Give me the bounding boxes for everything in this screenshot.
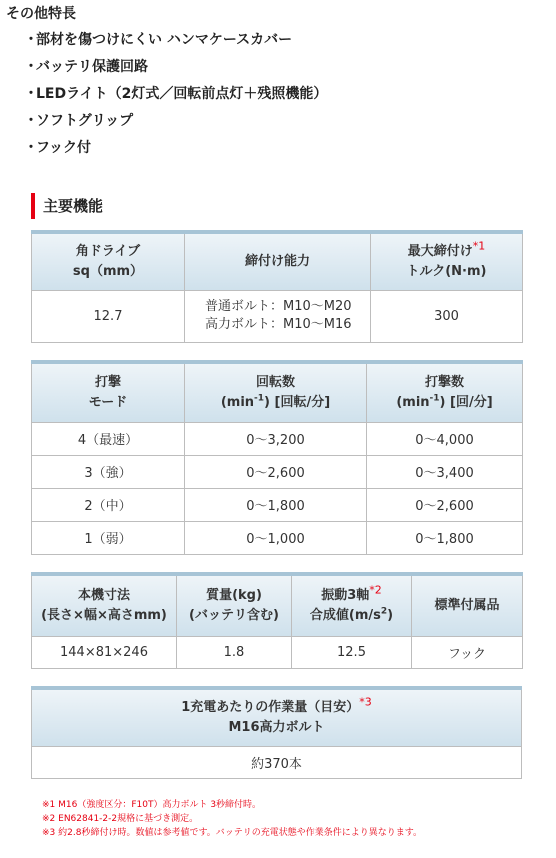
- features-list: [24, 31, 327, 166]
- feature-item: ・ソフトグリップ: [24, 113, 134, 129]
- mode-cell: 2（中）: [32, 488, 185, 521]
- footnote-mark: *2: [369, 583, 382, 597]
- dimensions-value: 144×81×246: [32, 636, 177, 668]
- footnote-3: ※3 約2.8秒締付け時。数値は参考値です。バッテリの充電状態や作業条件により異なります。: [42, 828, 423, 838]
- drive-size-value: 12.7: [32, 290, 185, 342]
- rpm-cell: 0〜3,200: [185, 422, 367, 455]
- footnote-mark: *3: [359, 695, 372, 709]
- ipm-cell: 0〜1,800: [367, 521, 523, 554]
- header-vibration: 振動3軸$^{*2}$ 合成値$(m/s^2)$: [292, 574, 412, 636]
- feature-item: ・LEDライト（2灯式／回転前点灯＋残照機能）: [24, 86, 328, 102]
- header-drive-size: 角ドライブ sq（mm）: [32, 232, 185, 290]
- workload-value: 約370本: [32, 746, 522, 778]
- mode-cell: 3（強）: [32, 455, 185, 488]
- header-rpm: 回転数 $(\min^{-1})$ [回転/分]: [185, 362, 367, 422]
- table-row: [32, 488, 523, 521]
- table-row: [32, 455, 523, 488]
- ipm-cell: 0〜4,000: [367, 422, 523, 455]
- rpm-cell: 0〜2,600: [185, 455, 367, 488]
- weight-value: 1.8: [177, 636, 292, 668]
- header-dimensions: 本機寸法 (長さ×幅×高さmm): [32, 574, 177, 636]
- spec-table-dimensions: [31, 572, 523, 669]
- table-row: [32, 422, 523, 455]
- header-capacity: 締付け能力: [185, 232, 371, 290]
- feature-item: ・バッテリ保護回路: [24, 59, 148, 75]
- header-accessories: 標準付属品: [412, 574, 523, 636]
- header-max-torque: 最大締付け$^{*1}$ トルク(N·m): [371, 232, 523, 290]
- table-row: [32, 521, 523, 554]
- footnotes: [42, 798, 422, 840]
- ipm-cell: 0〜2,600: [367, 488, 523, 521]
- mode-cell: 1（弱）: [32, 521, 185, 554]
- spec-table-workload: [31, 686, 522, 779]
- footnote-2: ※2 EN62841-2-2規格に基づき測定。: [42, 814, 199, 824]
- rpm-cell: 0〜1,000: [185, 521, 367, 554]
- spec-table-modes: [31, 360, 523, 555]
- vibration-value: 12.5: [292, 636, 412, 668]
- header-weight: 質量(kg) (バッテリ含む): [177, 574, 292, 636]
- spec-table-drive: [31, 230, 523, 343]
- rpm-cell: 0〜1,800: [185, 488, 367, 521]
- header-mode: 打撃 モード: [32, 362, 185, 422]
- header-workload: 1充電あたりの作業量（目安）$^{*3}$ M16高力ボルト: [32, 688, 522, 746]
- ipm-cell: 0〜3,400: [367, 455, 523, 488]
- capacity-value: 普通ボルト：M10〜M20 高力ボルト：M10〜M16: [185, 290, 371, 342]
- feature-item: ・部材を傷つけにくい ハンマケースカバー: [24, 32, 293, 48]
- section-heading: 主要機能: [31, 193, 103, 219]
- accessories-value: フック: [412, 636, 523, 668]
- torque-value: 300: [371, 290, 523, 342]
- footnote-1: ※1 M16（強度区分：F10T）高力ボルト 3秒締付時。: [42, 800, 262, 810]
- feature-item: ・フック付: [24, 140, 92, 156]
- header-ipm: 打撃数 $(\min^{-1})$ [回/分]: [367, 362, 523, 422]
- mode-cell: 4（最速）: [32, 422, 185, 455]
- features-title: その他特長: [6, 6, 76, 22]
- footnote-mark: *1: [472, 239, 486, 253]
